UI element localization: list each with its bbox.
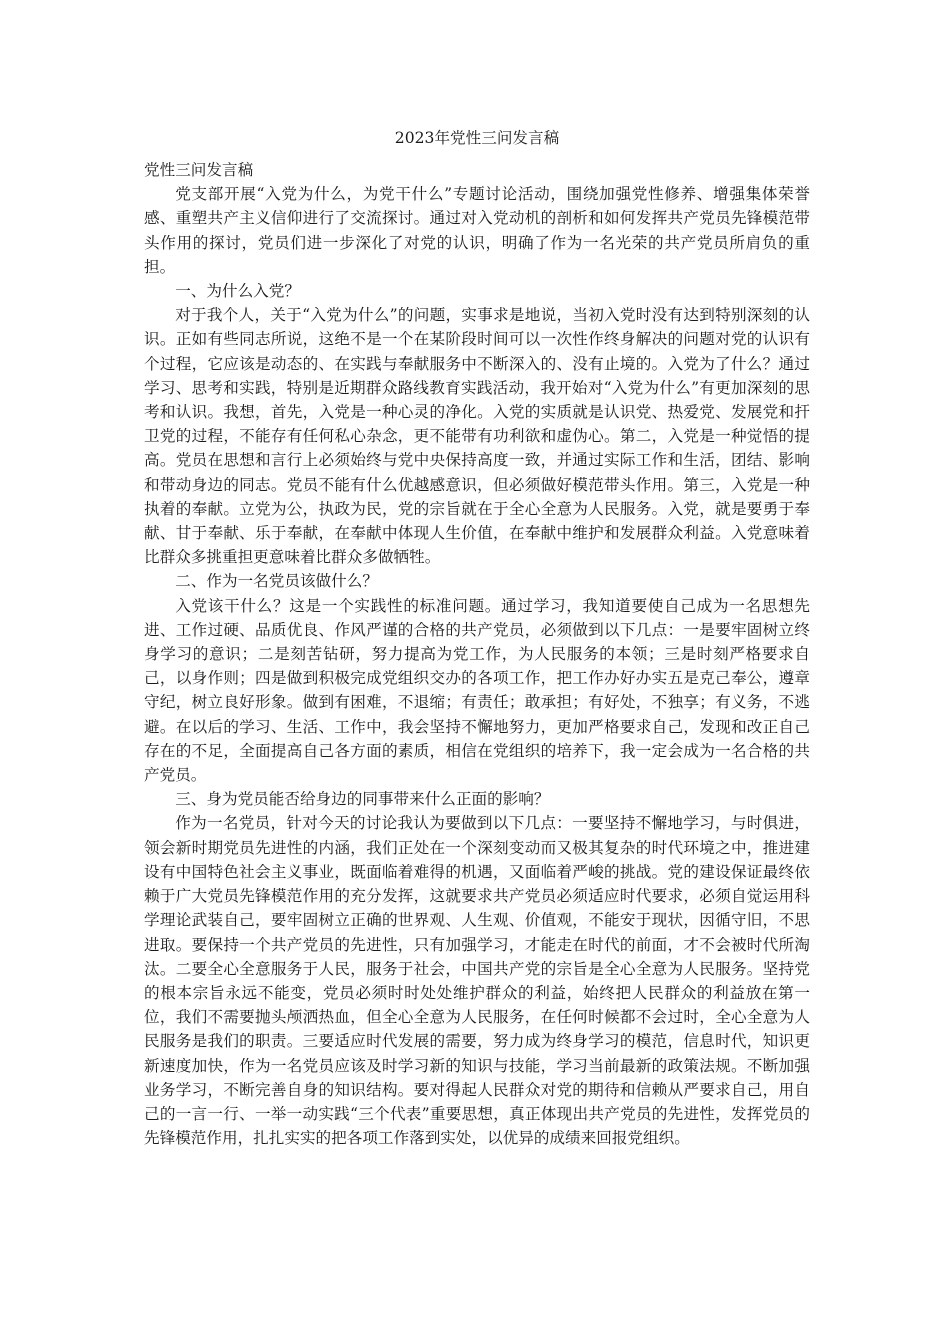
section-2-body: 入党该干什么？这是一个实践性的标准问题。通过学习，我知道要使自己成为一名思想先进、工作过硬、品质优良、作风严谨的合格的共产党员，必须做到以下几点：一是要牢固树立终身学习的意识；二是刻苦钻研，努力提高为党工作，为人民服务的本领；三是时刻严格要求自己，以身作则；四是做到积极完成党组织交办的各项工作，把工作办好办实五是克己奉公，遵章守纪，树立良好形象。做到有困难，不退缩；有责任；敢承担；有好处，不独享；有义务，不逃避。在以后的学习、生活、工作中，我会坚持不懈地努力，更加严格要求自己，发现和改正自己存在的不足，全面提高自己各方面的素质，相信在党组织的培养下，我一定会成为一名合格的共产党员。: [144, 596, 810, 785]
section-3-heading: 三、身为党员能否给身边的同事带来什么正面的影响？: [175, 790, 550, 809]
section-2-heading: 二、作为一名党员该做什么？: [175, 572, 378, 591]
section-3-body: 作为一名党员，针对今天的讨论我认为要做到以下几点：一要坚持不懈地学习，与时俱进，领会新时期党员先进性的内涵，我们正处在一个深刻变动而又极其复杂的时代环境之中，推进建设有中国特色社会主义事业，既面临着难得的机遇，又面临着严峻的挑战。党的建设保证最终依赖于广大党员先锋模范作用的充分发挥，这就要求共产党员必须适应时代要求，必须自觉运用科学理论武装自己，要牢固树立正确的世界观、人生观、价值观，不能安于现状，因循守旧，不思进取。要保持一个共产党员的先进性，只有加强学习，才能走在时代的前面，才不会被时代所淘汰。二要全心全意服务于人民，服务于社会，中国共产党的宗旨是全心全意为人民服务。坚持党的根本宗旨永远不能变，党员必须时时处处维护群众的利益，始终把人民群众的利益放在第一位，我们不需要抛头颅洒热血，但全心全意为人民服务，在任何时候都不会过时，全心全意为人民服务是我们的职责。三要适应时代发展的需要，努力成为终身学习的模范，信息时代，知识更新速度加快，作为一名党员应该及时学习新的知识与技能，学习当前最新的政策法规。不断加强业务学习，不断完善自身的知识结构。要对得起人民群众对党的期待和信赖从严要求自己，用自己的一言一行、一举一动实践“三个代表”重要思想，真正体现出共产党员的先进性，发挥党员的先锋模范作用，扎扎实实的把各项工作落到实处，以优异的成绩来回报党组织。: [144, 814, 810, 1148]
section-1-heading: 一、为什么入党？: [175, 282, 300, 301]
section-1-body: 对于我个人，关于“入党为什么”的问题，实事求是地说，当初入党时没有达到特别深刻的认识。正如有些同志所说，这绝不是一个在某阶段时间可以一次性作终身解决的问题对党的认识有个过程，它应该是动态的、在实践与奉献服务中不断深入的、没有止境的。入党为了什么？通过学习、思考和实践，特别是近期群众路线教育实践活动，我开始对“入党为什么”有更加深刻的思考和认识。我想，首先，入党是一种心灵的净化。入党的实质就是认识党、热爱党、发展党和扞卫党的过程，不能存有任何私心杂念，更不能带有功利欲和虚伪心。第二，入党是一种觉悟的提高。党员在思想和言行上必须始终与党中央保持高度一致，并通过实际工作和生活，团结、影响和带动身边的同志。党员不能有什么优越感意识，但必须做好模范带头作用。第三，入党是一种执着的奉献。立党为公，执政为民，党的宗旨就在于全心全意为人民服务。入党，就是要勇于奉献、甘于奉献、乐于奉献，在奉献中体现人生价值，在奉献中维护和发展群众利益。入党意味着比群众多挑重担更意味着比群众多做牺牲。: [144, 306, 810, 567]
document-page: [144, 118, 810, 1150]
intro-paragraph: 党支部开展“入党为什么，为党干什么”专题讨论活动，围绕加强党性修养、增强集体荣誉感、重塑共产主义信仰进行了交流探讨。通过对入党动机的剖析和如何发挥共产党员先锋模范带头作用的探讨，党员们进一步深化了对党的认识，明确了作为一名光荣的共产党员所肩负的重担。: [144, 185, 810, 276]
document-title: 2023年党性三问发言稿: [394, 129, 560, 147]
document-subtitle: 党性三问发言稿: [144, 161, 254, 179]
